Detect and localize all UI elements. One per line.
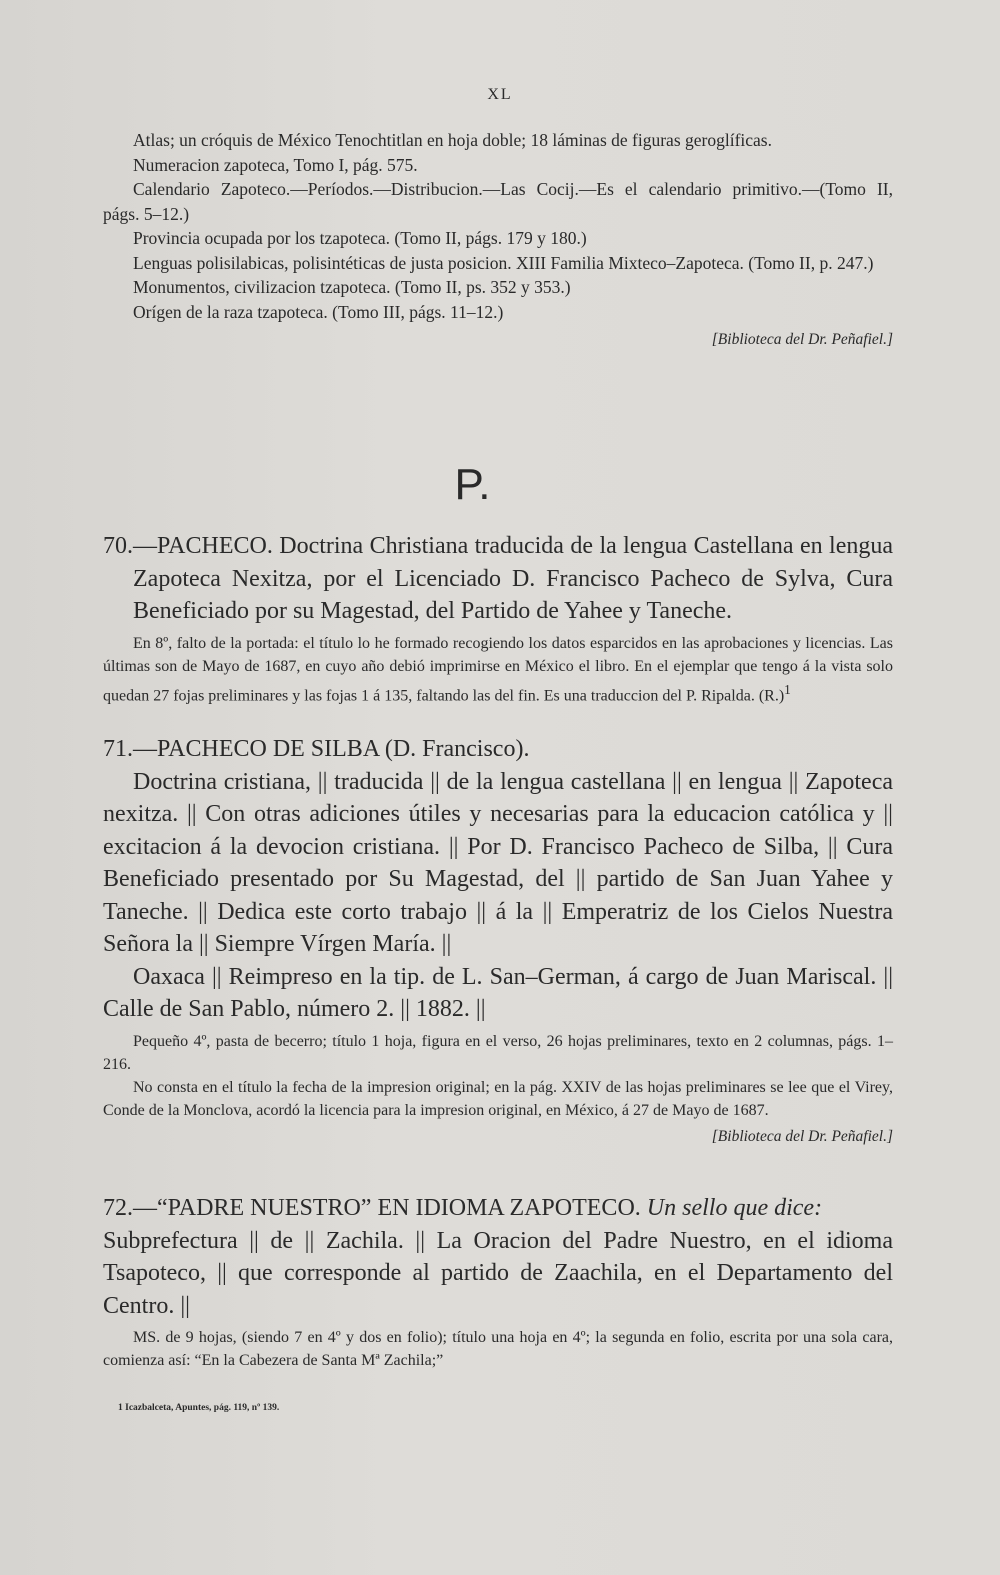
- text-line: Provincia ocupada por los tzapoteca. (Tomo II, págs. 179 y 180.): [133, 228, 587, 248]
- text-line: Numeracion zapoteca, Tomo I, pág. 575.: [133, 154, 418, 175]
- entry-note: [103, 632, 893, 707]
- entry-72: [103, 1192, 893, 1372]
- text-line: Calendario Zapoteco.—Períodos.—Distribucion.—Las Cocij.—Es el calendario primitivo.—(Tomo II, págs. 5–12.): [103, 179, 893, 224]
- entry-heading: 70.—PACHECO. Doctrina Christiana traducida de la lengua Castellana en lengua Zapoteca Nexitza, por el Licenciado D. Francisco Pacheco de Sylva, Cura Beneficiado por su Magestad, del Partido de Yahee y Taneche.: [103, 533, 893, 624]
- entry-note: MS. de 9 hojas, (siendo 7 en 4º y dos en folio); título una hoja en 4º; la segunda en folio, escrita por una sola cara, comienza así: “En la Cabezera de Santa Mª Zachila;”: [103, 1329, 893, 1369]
- entry-70: [103, 530, 893, 707]
- entry-note: Pequeño 4º, pasta de becerro; título 1 hoja, figura en el verso, 26 hojas preliminares, texto en 2 columnas, págs. 1–216.: [103, 1032, 893, 1073]
- text-line: Monumentos, civilizacion tzapoteca. (Tomo II, ps. 352 y 353.): [133, 277, 571, 297]
- text-line: Lenguas polisilabicas, polisintéticas de justa posicion. XIII Familia Mixteco–Zapoteca. (Tomo II, p. 247.): [133, 252, 874, 273]
- entry-heading-italic: Un sello que dice:: [646, 1195, 823, 1221]
- section-letter: P.: [454, 460, 491, 509]
- text-line: Orígen de la raza tzapoteca. (Tomo III, págs. 11–12.): [133, 301, 504, 322]
- footnote: 1 Icazbalceta, Apuntes, pág. 119, nº 139.: [118, 1403, 280, 1413]
- entry-heading-text: 72.—“PADRE NUESTRO” EN IDIOMA ZAPOTECO.: [103, 1195, 641, 1221]
- top-entry: [103, 128, 893, 353]
- library-reference: [Biblioteca del Dr. Peñafiel.]: [711, 331, 893, 348]
- entry-imprint: Oaxaca || Reimpreso en la tip. de L. San–German, á cargo de Juan Mariscal. || Calle de San Pablo, número 2. || 1882. ||: [103, 963, 893, 1022]
- entry-body: Subprefectura || de || Zachila. || La Oracion del Padre Nuestro, en el idioma Tsapoteco, || que corresponde al partido de Zaachila, en el Departamento del Centro. ||: [103, 1227, 893, 1319]
- library-reference: [Biblioteca del Dr. Peñafiel.]: [711, 1127, 893, 1145]
- entry-heading: 71.—PACHECO DE SILBA (D. Francisco).: [103, 736, 530, 762]
- text-line: Atlas; un cróquis de México Tenochtitlan en hoja doble; 18 láminas de figuras geroglíficas.: [133, 130, 772, 150]
- entry-heading: [103, 1192, 893, 1225]
- entry-note: No consta en el título la fecha de la impresion original; en la pág. XXIV de las hojas preliminares se lee que el Virey, Conde de la Monclova, acordó la licencia para la impresion original, en México, á 27 de Mayo de 1687.: [103, 1078, 893, 1119]
- page-number: XL: [487, 86, 513, 103]
- entry-note-text: En 8º, falto de la portada: el título lo he formado recogiendo los datos esparcidos en las aprobaciones y licencias. Las últimas son de Mayo de 1687, en cuyo año debió imprimirse en México el libro. En el ejemplar que tengo á la vista solo quedan 27 fojas preliminares y las fojas 1 á 135, faltando las del fin. Es una traduccion del P. Ripalda. (R.): [103, 634, 893, 704]
- entry-71: [103, 733, 893, 1146]
- entry-title: Doctrina cristiana, || traducida || de la lengua castellana || en lengua || Zapoteca nexitza. || Con otras adiciones útiles y necesarias para la educacion católica y || excitacion á la devocion cristiana. || Por D. Francisco Pacheco de Silba, || Cura Beneficiado presentado por Su Magestad, del || partido de San Juan Yahee y Taneche. || Dedica este corto trabajo || á la || Emperatriz de los Cielos Nuestra Señora la || Siempre Vírgen María. ||: [103, 768, 893, 957]
- footnote-marker: 1: [784, 681, 791, 697]
